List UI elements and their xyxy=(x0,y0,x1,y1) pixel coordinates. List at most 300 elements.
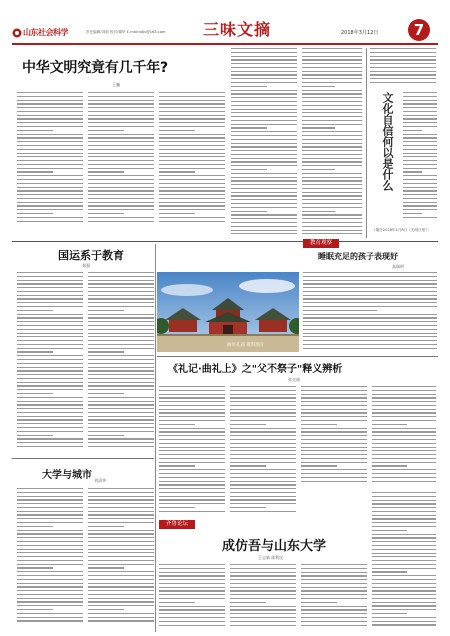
text-line xyxy=(17,419,83,420)
text-line xyxy=(303,287,437,288)
text-line xyxy=(88,153,154,154)
text-line xyxy=(88,103,154,104)
text-line xyxy=(159,579,225,580)
text-line xyxy=(301,594,367,595)
liji-text-col1 xyxy=(159,386,225,516)
text-line xyxy=(372,518,436,519)
text-line xyxy=(403,217,437,218)
text-line xyxy=(372,537,436,538)
text-line xyxy=(372,409,436,410)
text-line xyxy=(88,149,154,150)
text-line xyxy=(301,454,367,455)
text-line xyxy=(88,499,154,500)
text-line xyxy=(159,137,225,138)
text-line xyxy=(231,192,297,193)
liji-text-col4 xyxy=(372,386,436,486)
text-line xyxy=(230,458,296,459)
text-line xyxy=(159,394,225,395)
text-line xyxy=(159,594,225,595)
text-line xyxy=(230,428,296,429)
text-line xyxy=(231,184,297,185)
text-line xyxy=(230,394,296,395)
text-line xyxy=(17,156,83,157)
text-line xyxy=(301,613,367,614)
text-line xyxy=(88,401,154,402)
text-line xyxy=(403,205,437,206)
text-line xyxy=(231,109,297,110)
text-line xyxy=(17,314,83,315)
text-line xyxy=(231,74,297,75)
text-line xyxy=(302,97,362,98)
text-line xyxy=(230,496,296,497)
text-line xyxy=(88,427,154,428)
opinion-tag xyxy=(303,239,339,248)
text-line xyxy=(372,564,436,565)
text-line xyxy=(303,325,437,326)
text-line xyxy=(159,111,225,112)
text-line xyxy=(303,314,437,315)
text-line xyxy=(231,161,297,162)
text-line xyxy=(372,462,436,463)
text-line xyxy=(88,175,154,176)
text-line xyxy=(303,340,437,341)
text-line xyxy=(159,435,225,436)
text-line xyxy=(88,492,154,493)
text-line xyxy=(17,586,83,587)
text-line xyxy=(159,450,225,451)
text-line xyxy=(17,122,83,123)
text-line xyxy=(88,423,154,424)
text-line xyxy=(372,447,436,448)
text-line xyxy=(159,205,225,206)
text-line xyxy=(17,370,83,371)
text-line xyxy=(159,179,225,180)
text-line xyxy=(88,295,154,296)
text-line xyxy=(159,488,225,489)
text-line xyxy=(302,59,362,60)
text-line xyxy=(17,92,83,93)
text-line xyxy=(231,93,297,94)
text-line xyxy=(159,454,225,455)
text-line xyxy=(88,156,154,157)
text-line xyxy=(302,218,362,219)
text-line xyxy=(17,442,83,443)
text-line xyxy=(159,401,225,402)
text-line xyxy=(230,412,296,413)
text-line xyxy=(17,340,83,341)
text-line xyxy=(159,164,225,165)
text-line xyxy=(17,575,83,576)
liji-title: 《礼记·曲礼上》之"父不祭子"释义辨析 xyxy=(168,364,343,375)
text-line xyxy=(159,416,225,417)
text-line xyxy=(88,217,154,218)
text-line xyxy=(17,134,83,135)
text-line xyxy=(302,86,335,87)
education-text-col1 xyxy=(17,272,83,452)
text-line xyxy=(230,492,296,493)
text-line xyxy=(17,435,53,436)
text-line xyxy=(17,533,83,534)
text-line xyxy=(88,522,154,523)
text-line xyxy=(372,500,436,501)
text-line xyxy=(230,598,296,599)
text-line xyxy=(159,564,225,565)
text-line xyxy=(159,575,225,576)
text-line xyxy=(17,351,53,352)
text-line xyxy=(17,130,53,131)
text-line xyxy=(303,291,437,292)
text-line xyxy=(159,598,225,599)
text-line xyxy=(403,100,437,101)
text-line xyxy=(372,496,436,497)
text-line xyxy=(88,419,154,420)
text-line xyxy=(159,118,225,119)
text-line xyxy=(17,397,83,398)
text-line xyxy=(372,515,436,516)
text-line xyxy=(17,302,83,303)
text-line xyxy=(88,397,154,398)
text-line xyxy=(403,198,437,199)
text-line xyxy=(372,507,436,508)
text-line xyxy=(230,507,266,508)
text-line xyxy=(17,499,83,500)
text-line xyxy=(403,103,437,104)
text-line xyxy=(230,401,296,402)
text-line xyxy=(230,488,296,489)
shandong-tag xyxy=(159,520,195,529)
text-line xyxy=(230,397,296,398)
text-line xyxy=(159,424,195,425)
text-line xyxy=(302,150,362,151)
text-line xyxy=(88,503,154,504)
shandong-byline: 王志新 陈利民 xyxy=(258,555,284,560)
text-line xyxy=(403,183,437,184)
text-line xyxy=(230,583,296,584)
text-line xyxy=(88,404,154,405)
text-line xyxy=(88,583,154,584)
text-line xyxy=(302,222,362,223)
logo-text: 山东社会科学 xyxy=(23,27,68,37)
text-line xyxy=(17,306,83,307)
text-line xyxy=(372,598,436,599)
text-line xyxy=(372,443,436,444)
text-line xyxy=(301,416,367,417)
text-line xyxy=(403,160,437,161)
text-line xyxy=(231,124,297,125)
text-line xyxy=(159,149,225,150)
text-line xyxy=(88,435,124,436)
text-line xyxy=(88,594,154,595)
text-line xyxy=(230,609,296,610)
text-line xyxy=(17,221,83,222)
text-line xyxy=(17,171,53,172)
text-line xyxy=(302,124,362,125)
text-line xyxy=(231,214,297,215)
text-line xyxy=(159,465,195,466)
text-line xyxy=(230,590,296,591)
text-line xyxy=(231,169,267,170)
text-line xyxy=(372,477,436,478)
text-line xyxy=(230,564,296,565)
text-line xyxy=(159,473,225,474)
education-byline: 郑强 xyxy=(82,263,90,268)
text-line xyxy=(231,158,297,159)
text-line xyxy=(231,131,297,132)
text-line xyxy=(88,442,154,443)
text-line xyxy=(230,602,266,603)
text-line xyxy=(88,168,154,169)
text-line xyxy=(372,541,436,542)
text-line xyxy=(230,390,296,391)
text-line xyxy=(301,447,367,448)
text-line xyxy=(88,446,154,447)
text-line xyxy=(88,272,154,273)
text-line xyxy=(17,317,83,318)
text-line xyxy=(17,545,83,546)
text-line xyxy=(231,139,297,140)
text-line xyxy=(159,496,225,497)
text-line xyxy=(403,149,437,150)
text-line xyxy=(88,537,154,538)
text-line xyxy=(302,90,362,91)
liji-text-col3 xyxy=(301,386,367,486)
text-line xyxy=(159,602,195,603)
text-line xyxy=(17,526,53,527)
text-line xyxy=(370,71,436,72)
text-line xyxy=(17,118,83,119)
text-line xyxy=(302,173,362,174)
text-line xyxy=(159,187,225,188)
text-line xyxy=(88,620,154,621)
shandong-title: 成仿吾与山东大学 xyxy=(222,539,327,554)
text-line xyxy=(159,190,225,191)
text-line xyxy=(17,272,83,273)
text-line xyxy=(403,194,437,195)
text-line xyxy=(372,549,436,550)
lead-text-col5 xyxy=(302,48,362,238)
text-line xyxy=(17,359,83,360)
text-line xyxy=(88,298,154,299)
text-line xyxy=(403,209,437,210)
text-line xyxy=(302,74,362,75)
text-line xyxy=(303,348,437,349)
text-line xyxy=(88,518,154,519)
text-line xyxy=(302,203,362,204)
text-line xyxy=(17,137,83,138)
text-line xyxy=(17,446,83,447)
text-line xyxy=(372,405,436,406)
text-line xyxy=(159,609,225,610)
text-line xyxy=(303,272,437,273)
shandong-text-col2 xyxy=(230,564,296,630)
text-line xyxy=(302,165,362,166)
text-line xyxy=(231,71,297,72)
text-line xyxy=(230,587,296,588)
text-line xyxy=(17,579,83,580)
text-line xyxy=(17,217,83,218)
masthead-rule xyxy=(12,43,438,45)
text-line xyxy=(88,355,154,356)
text-line xyxy=(17,96,83,97)
text-line xyxy=(17,355,83,356)
text-line xyxy=(231,101,297,102)
text-line xyxy=(17,401,83,402)
text-line xyxy=(88,145,154,146)
text-line xyxy=(301,428,367,429)
text-line xyxy=(230,621,296,622)
left-section-rule xyxy=(12,458,154,459)
text-line xyxy=(88,556,154,557)
text-line xyxy=(372,454,436,455)
text-line xyxy=(230,484,296,485)
text-line xyxy=(17,103,83,104)
text-line xyxy=(159,409,225,410)
text-line xyxy=(372,458,436,459)
text-line xyxy=(159,587,225,588)
text-line xyxy=(231,78,297,79)
lead-text-col4 xyxy=(231,48,297,238)
text-line xyxy=(231,127,267,128)
text-line xyxy=(372,590,436,591)
text-line xyxy=(301,424,337,425)
text-line xyxy=(88,115,154,116)
side-source: （摘自2018年1月8日《光明日报》） xyxy=(372,228,431,232)
text-line xyxy=(301,609,367,610)
text-line xyxy=(302,116,362,117)
text-line xyxy=(17,183,83,184)
text-line xyxy=(372,511,436,512)
text-line xyxy=(88,389,154,390)
text-line xyxy=(372,556,436,557)
text-line xyxy=(17,511,83,512)
text-line xyxy=(88,438,154,439)
text-line xyxy=(370,59,436,60)
text-line xyxy=(230,431,296,432)
text-line xyxy=(17,378,83,379)
text-line xyxy=(88,393,124,394)
text-line xyxy=(17,617,83,618)
text-line xyxy=(230,579,296,580)
text-line xyxy=(301,590,367,591)
text-line xyxy=(159,447,225,448)
text-line xyxy=(159,202,225,203)
text-line xyxy=(88,567,124,568)
text-line xyxy=(159,198,225,199)
text-line xyxy=(301,409,367,410)
text-line xyxy=(230,613,296,614)
text-line xyxy=(17,609,53,610)
text-line xyxy=(230,511,296,512)
text-line xyxy=(370,52,436,53)
text-line xyxy=(17,321,83,322)
text-line xyxy=(230,575,296,576)
text-line xyxy=(231,82,297,83)
text-line xyxy=(403,164,437,165)
text-line xyxy=(88,605,154,606)
text-line xyxy=(17,283,83,284)
text-line xyxy=(301,606,367,607)
text-line xyxy=(403,202,437,203)
text-line xyxy=(403,213,422,214)
text-line xyxy=(17,571,83,572)
text-line xyxy=(17,280,83,281)
text-line xyxy=(301,450,367,451)
text-line xyxy=(372,545,436,546)
text-line xyxy=(303,336,437,337)
text-line xyxy=(372,526,436,527)
text-line xyxy=(231,233,297,234)
text-line xyxy=(302,230,362,231)
text-line xyxy=(372,617,436,618)
text-line xyxy=(372,530,407,531)
text-line xyxy=(302,127,335,128)
text-line xyxy=(17,348,83,349)
text-line xyxy=(372,401,436,402)
text-line xyxy=(303,295,437,296)
text-line xyxy=(230,454,296,455)
text-line xyxy=(372,435,436,436)
text-line xyxy=(17,298,83,299)
text-line xyxy=(159,100,225,101)
text-line xyxy=(230,416,296,417)
text-line xyxy=(88,348,154,349)
text-line xyxy=(17,503,83,504)
liji-top-rule xyxy=(157,356,438,357)
text-line xyxy=(303,276,437,277)
text-line xyxy=(372,568,436,569)
text-line xyxy=(302,131,362,132)
text-line xyxy=(230,473,296,474)
text-line xyxy=(88,329,154,330)
text-line xyxy=(159,568,225,569)
opinion-title: 睡眠充足的孩子表现好 xyxy=(318,252,398,261)
text-line xyxy=(17,522,83,523)
text-line xyxy=(230,462,296,463)
text-line xyxy=(159,145,225,146)
text-line xyxy=(159,481,225,482)
text-line xyxy=(372,492,436,493)
text-line xyxy=(303,321,437,322)
text-line xyxy=(17,389,83,390)
text-line xyxy=(17,325,83,326)
text-line xyxy=(230,405,296,406)
text-line xyxy=(303,302,437,303)
text-line xyxy=(230,503,296,504)
text-line xyxy=(372,522,436,523)
mid-rule xyxy=(12,241,438,242)
text-line xyxy=(159,160,225,161)
text-line xyxy=(159,583,225,584)
liji-text-col2 xyxy=(230,386,296,516)
text-line xyxy=(231,203,297,204)
text-line xyxy=(88,283,154,284)
text-line xyxy=(17,205,83,206)
text-line xyxy=(231,116,297,117)
text-line xyxy=(88,336,154,337)
text-line xyxy=(231,222,297,223)
text-line xyxy=(17,164,83,165)
text-line xyxy=(159,115,225,116)
text-line xyxy=(88,194,154,195)
text-line xyxy=(231,105,297,106)
text-line xyxy=(159,499,225,500)
text-line xyxy=(88,378,154,379)
text-line xyxy=(88,96,154,97)
text-line xyxy=(159,209,225,210)
logo-emblem-icon xyxy=(12,28,22,38)
text-line xyxy=(159,405,225,406)
text-line xyxy=(302,146,362,147)
